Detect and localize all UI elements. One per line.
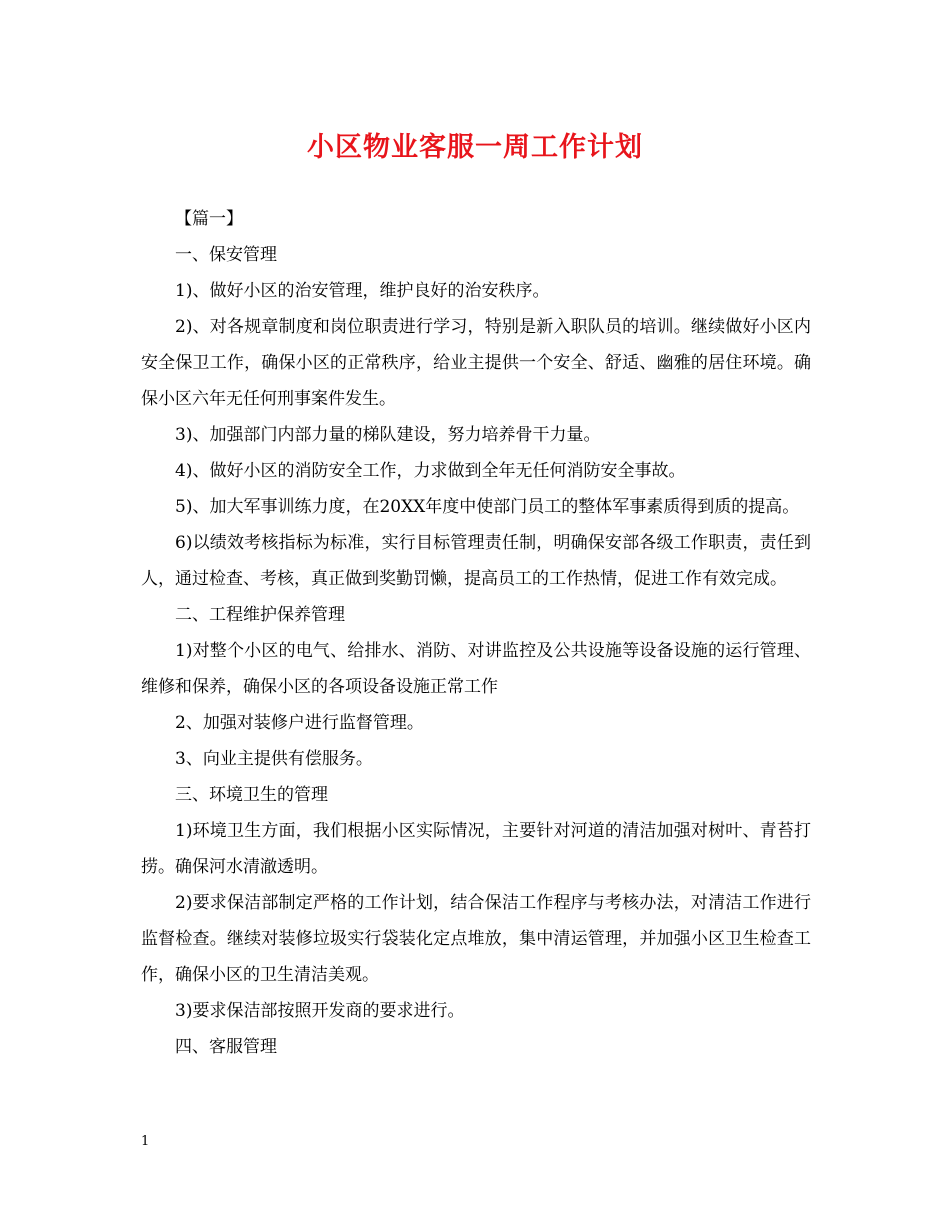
heading-security-management: 一、保安管理 [175, 245, 277, 265]
paragraph: 2)、对各规章制度和岗位职责进行学习，特别是新入职队员的培训。继续做好小区内安全保卫工作，确保小区的正常秩序，给业主提供一个安全、舒适、幽雅的居住环境。确保小区六年无任何刑事案件发生。 [141, 317, 811, 409]
paragraph: 3)、加强部门内部力量的梯队建设，努力培养骨干力量。 [175, 425, 601, 445]
document-title: 小区物业客服一周工作计划 [307, 132, 643, 163]
paragraph: 2)要求保洁部制定严格的工作计划，结合保洁工作程序与考核办法，对清洁工作进行监督检查。继续对装修垃圾实行袋装化定点堆放，集中清运管理，并加强小区卫生检查工作，确保小区的卫生清洁美观。 [141, 893, 811, 985]
paragraph: 4)、做好小区的消防安全工作，力求做到全年无任何消防安全事故。 [175, 461, 686, 481]
paragraph: 5)、加大军事训练力度，在20XX年度中使部门员工的整体军事素质得到质的提高。 [175, 497, 800, 517]
page-number: 1 [141, 1134, 150, 1149]
paragraph: 3)要求保洁部按照开发商的要求进行。 [175, 1001, 465, 1021]
paragraph: 1)环境卫生方面，我们根据小区实际情况，主要针对河道的清洁加强对树叶、青苔打捞。确保河水清澈透明。 [141, 821, 811, 877]
document-body [141, 201, 811, 1065]
paragraph-section-label: 【篇一】 [175, 209, 243, 229]
paragraph: 6)以绩效考核指标为标准，实行目标管理责任制，明确保安部各级工作职责，责任到人，通过检查、考核，真正做到奖勤罚懒，提高员工的工作热情，促进工作有效完成。 [141, 533, 811, 589]
heading-engineering-maintenance: 二、工程维护保养管理 [175, 605, 345, 625]
paragraph: 1)、做好小区的治安管理，维护良好的治安秩序。 [175, 281, 550, 301]
paragraph: 3、向业主提供有偿服务。 [175, 749, 373, 769]
paragraph: 1)对整个小区的电气、给排水、消防、对讲监控及公共设施等设备设施的运行管理、维修和保养，确保小区的各项设备设施正常工作 [141, 641, 811, 697]
paragraph: 2、加强对装修户进行监督管理。 [175, 713, 424, 733]
heading-environment-sanitation: 三、环境卫生的管理 [175, 785, 328, 805]
heading-customer-service: 四、客服管理 [175, 1037, 277, 1057]
